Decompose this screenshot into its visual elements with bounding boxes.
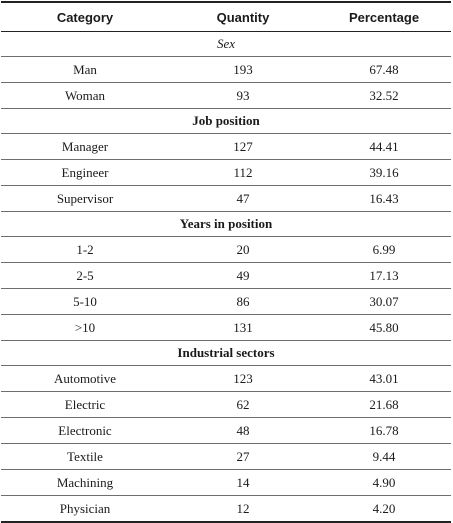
category-cell: Engineer bbox=[1, 160, 169, 186]
percentage-cell: 9.44 bbox=[317, 444, 451, 470]
section-title: Sex bbox=[1, 32, 451, 57]
quantity-cell: 27 bbox=[169, 444, 317, 470]
percentage-cell: 32.52 bbox=[317, 83, 451, 109]
table-row bbox=[1, 444, 451, 470]
category-cell: Machining bbox=[1, 470, 169, 496]
percentage-cell: 44.41 bbox=[317, 134, 451, 160]
category-cell: 5-10 bbox=[1, 289, 169, 315]
category-cell: Supervisor bbox=[1, 186, 169, 212]
quantity-cell: 12 bbox=[169, 496, 317, 523]
quantity-cell: 48 bbox=[169, 418, 317, 444]
table-body bbox=[1, 32, 451, 523]
table-row bbox=[1, 289, 451, 315]
section-title: Job position bbox=[1, 109, 451, 134]
section-row-industrial-sectors bbox=[1, 341, 451, 366]
category-cell: Electronic bbox=[1, 418, 169, 444]
percentage-cell: 21.68 bbox=[317, 392, 451, 418]
table-row bbox=[1, 418, 451, 444]
percentage-cell: 45.80 bbox=[317, 315, 451, 341]
category-cell: Woman bbox=[1, 83, 169, 109]
quantity-cell: 86 bbox=[169, 289, 317, 315]
table-row bbox=[1, 263, 451, 289]
percentage-cell: 4.20 bbox=[317, 496, 451, 523]
category-cell: >10 bbox=[1, 315, 169, 341]
percentage-cell: 16.43 bbox=[317, 186, 451, 212]
category-cell: 2-5 bbox=[1, 263, 169, 289]
percentage-cell: 43.01 bbox=[317, 366, 451, 392]
table-row bbox=[1, 160, 451, 186]
section-row-job-position bbox=[1, 109, 451, 134]
quantity-cell: 93 bbox=[169, 83, 317, 109]
quantity-cell: 14 bbox=[169, 470, 317, 496]
header-percentage: Percentage bbox=[317, 2, 451, 32]
header-category: Category bbox=[1, 2, 169, 32]
header-row bbox=[1, 2, 451, 32]
section-title: Years in position bbox=[1, 212, 451, 237]
table-row bbox=[1, 392, 451, 418]
percentage-cell: 67.48 bbox=[317, 57, 451, 83]
section-row-sex bbox=[1, 32, 451, 57]
quantity-cell: 112 bbox=[169, 160, 317, 186]
table-row bbox=[1, 366, 451, 392]
category-cell: Automotive bbox=[1, 366, 169, 392]
quantity-cell: 131 bbox=[169, 315, 317, 341]
category-cell: 1-2 bbox=[1, 237, 169, 263]
category-cell: Physician bbox=[1, 496, 169, 523]
section-title: Industrial sectors bbox=[1, 341, 451, 366]
quantity-cell: 47 bbox=[169, 186, 317, 212]
quantity-cell: 20 bbox=[169, 237, 317, 263]
table-row bbox=[1, 496, 451, 523]
section-row-years-in-position bbox=[1, 212, 451, 237]
table-row bbox=[1, 186, 451, 212]
quantity-cell: 193 bbox=[169, 57, 317, 83]
percentage-cell: 4.90 bbox=[317, 470, 451, 496]
table-row bbox=[1, 315, 451, 341]
table-row bbox=[1, 57, 451, 83]
percentage-cell: 39.16 bbox=[317, 160, 451, 186]
table-row bbox=[1, 470, 451, 496]
category-cell: Man bbox=[1, 57, 169, 83]
category-cell: Electric bbox=[1, 392, 169, 418]
header-quantity: Quantity bbox=[169, 2, 317, 32]
category-cell: Manager bbox=[1, 134, 169, 160]
percentage-cell: 17.13 bbox=[317, 263, 451, 289]
percentage-cell: 30.07 bbox=[317, 289, 451, 315]
demographics-table bbox=[1, 1, 451, 523]
table-row bbox=[1, 83, 451, 109]
quantity-cell: 123 bbox=[169, 366, 317, 392]
quantity-cell: 62 bbox=[169, 392, 317, 418]
quantity-cell: 127 bbox=[169, 134, 317, 160]
percentage-cell: 16.78 bbox=[317, 418, 451, 444]
quantity-cell: 49 bbox=[169, 263, 317, 289]
category-cell: Textile bbox=[1, 444, 169, 470]
table-row bbox=[1, 237, 451, 263]
percentage-cell: 6.99 bbox=[317, 237, 451, 263]
table-row bbox=[1, 134, 451, 160]
